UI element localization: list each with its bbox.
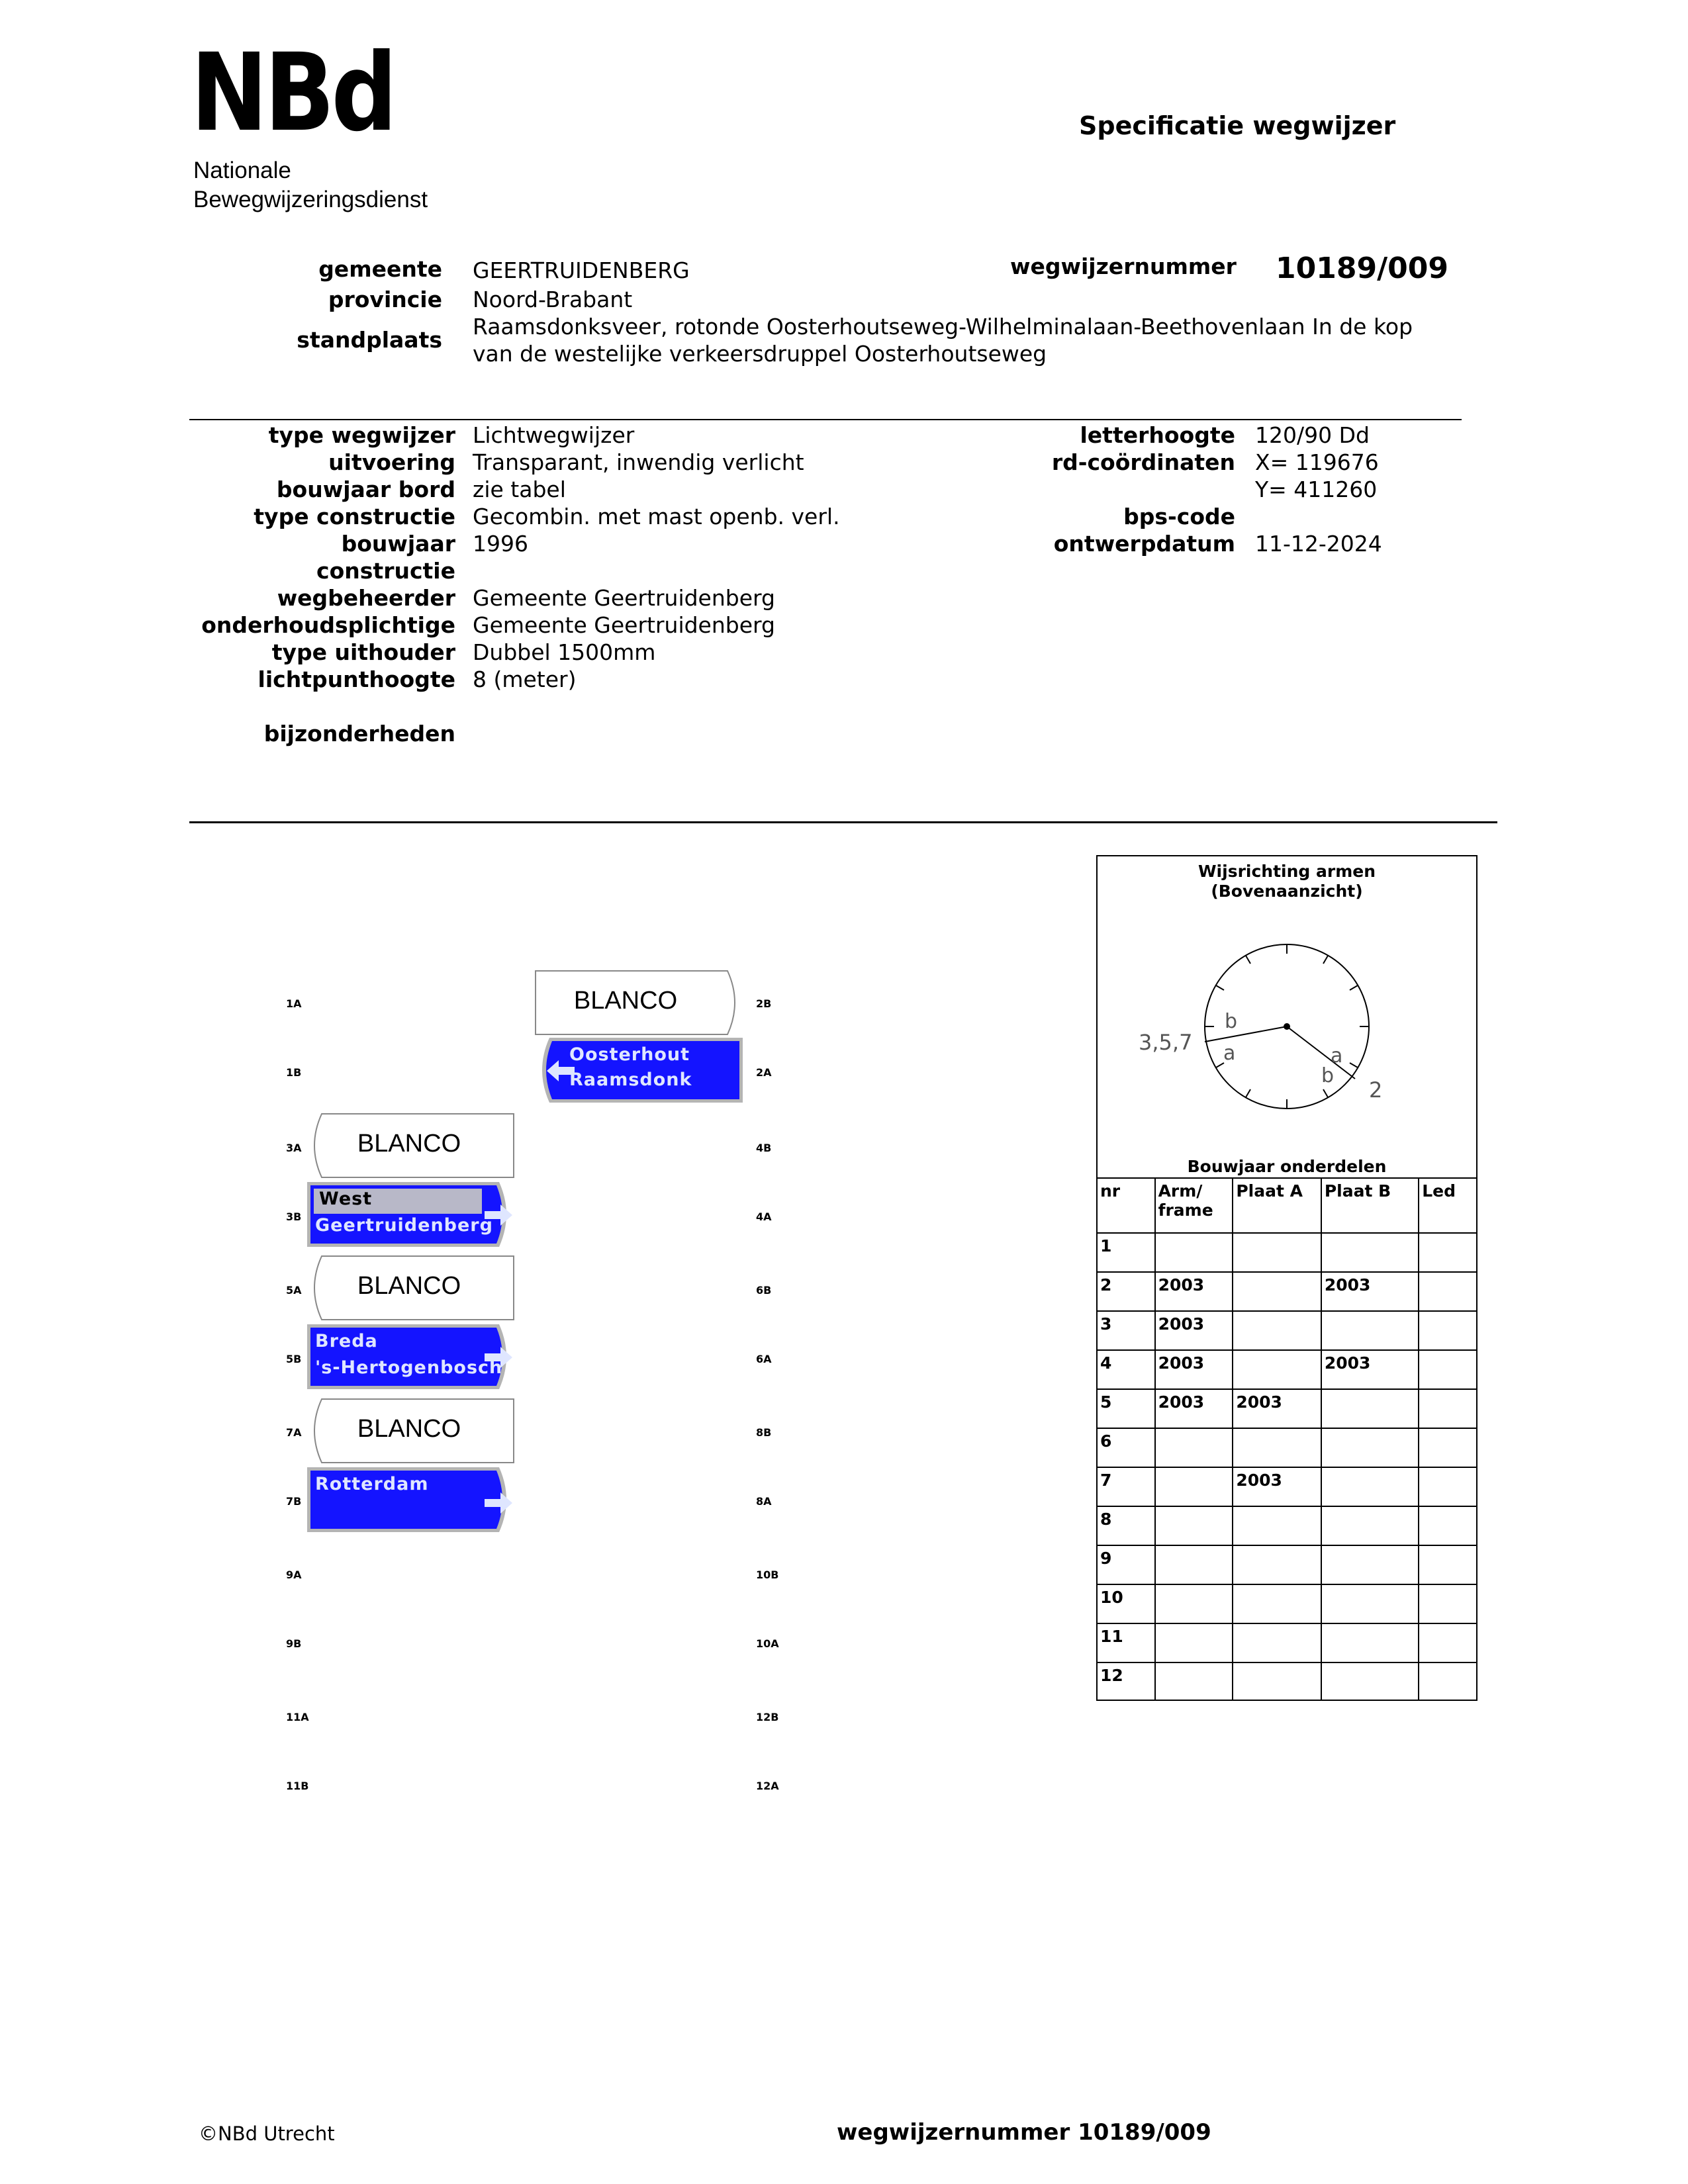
position-label: 12B [756, 1711, 779, 1723]
spec-label: type constructie [254, 504, 455, 529]
position-label: 8A [756, 1495, 772, 1508]
footer-wegwijzernummer: wegwijzernummer 10189/009 [837, 2119, 1211, 2146]
table-header-cell: Plaat A [1233, 1178, 1321, 1233]
table-cell [1321, 1428, 1419, 1467]
wijsrichting-subtitle: (Bovenaanzicht) [1211, 882, 1363, 901]
table-cell: 10 [1097, 1584, 1155, 1623]
standplaats-label: standplaats [297, 327, 442, 353]
table-cell: 2003 [1233, 1389, 1321, 1428]
table-cell [1321, 1623, 1419, 1662]
table-cell [1419, 1662, 1477, 1700]
spec-label: wegbeheerder [277, 585, 455, 611]
table-header-cell: Led [1419, 1178, 1477, 1233]
table-row [1097, 1467, 1477, 1506]
table-cell [1155, 1584, 1233, 1623]
table-cell [1419, 1584, 1477, 1623]
sign-text-line1: Breda [315, 1331, 378, 1351]
wegwijzernummer-label: wegwijzernummer [1010, 253, 1237, 279]
table-cell [1233, 1350, 1321, 1389]
compass-label-left: 3,5,7 [1139, 1030, 1193, 1055]
divider-top [189, 419, 1462, 420]
table-cell [1233, 1272, 1321, 1311]
table-cell: 2003 [1155, 1350, 1233, 1389]
table-row [1097, 1350, 1477, 1389]
table-cell [1419, 1272, 1477, 1311]
table-row [1097, 1311, 1477, 1350]
spec-label: rd-coördinaten [1051, 449, 1235, 475]
sign-text-line1: Oosterhout [569, 1044, 690, 1065]
spec-value: Gemeente Geertruidenberg [473, 585, 775, 611]
table-cell: 2003 [1155, 1272, 1233, 1311]
logo-line-1: Nationale [193, 158, 291, 183]
table-cell [1321, 1467, 1419, 1506]
table-cell: 3 [1097, 1311, 1155, 1350]
sign-text: BLANCO [357, 1130, 461, 1158]
table-cell [1419, 1428, 1477, 1467]
table-cell [1419, 1350, 1477, 1389]
table-row [1097, 1545, 1477, 1584]
compass-arm-a-left: a [1223, 1042, 1236, 1065]
table-cell [1419, 1623, 1477, 1662]
table-cell [1419, 1389, 1477, 1428]
sign-3b [306, 1181, 512, 1246]
spec-value: 11-12-2024 [1255, 531, 1382, 557]
position-label: 11A [286, 1711, 309, 1723]
table-cell: 5 [1097, 1389, 1155, 1428]
divider-bottom [189, 821, 1497, 823]
sign-text-line1: Rotterdam [315, 1474, 429, 1494]
position-label: 12A [756, 1780, 779, 1792]
spec-label: uitvoering [328, 449, 455, 475]
compass-diagram [1098, 856, 1479, 1180]
position-label: 2B [756, 997, 772, 1010]
table-cell [1321, 1311, 1419, 1350]
spec-label: type wegwijzer [268, 422, 455, 448]
position-label: 3B [286, 1210, 302, 1223]
spec-label: bouwjaar [341, 531, 455, 557]
table-cell [1419, 1545, 1477, 1584]
table-cell: 2 [1097, 1272, 1155, 1311]
position-label: 3A [286, 1142, 302, 1154]
table-cell: 2003 [1321, 1272, 1419, 1311]
table-cell [1233, 1311, 1321, 1350]
spec-label: letterhoogte [1080, 422, 1235, 448]
position-label: 5B [286, 1353, 302, 1365]
spec-label: bouwjaar bord [276, 477, 455, 502]
table-cell: 1 [1097, 1233, 1155, 1272]
table-row [1097, 1428, 1477, 1467]
bouwjaar-table [1096, 1177, 1477, 1701]
standplaats-value-1: Raamsdonksveer, rotonde Oosterhoutseweg-Wilhelminalaan-Beethovenlaan In de kop [473, 314, 1413, 340]
footer-copyright: ©NBd Utrecht [199, 2122, 335, 2145]
compass-arm-b-right: b [1321, 1064, 1335, 1087]
table-row [1097, 1233, 1477, 1272]
sign-text-line2: Geertruidenberg [315, 1215, 493, 1236]
table-cell [1321, 1662, 1419, 1700]
position-label: 7A [286, 1426, 302, 1439]
bouwjaar-title: Bouwjaar onderdelen [1187, 1157, 1387, 1176]
logo-line-2: Bewegwijzeringsdienst [193, 187, 428, 212]
spec-value: 1996 [473, 531, 528, 557]
spec-label: onderhoudsplichtige [201, 612, 455, 638]
table-cell: 2003 [1155, 1311, 1233, 1350]
table-cell [1233, 1584, 1321, 1623]
sign-text: BLANCO [573, 987, 678, 1015]
table-cell [1233, 1506, 1321, 1545]
table-cell [1155, 1467, 1233, 1506]
spec-label: bps-code [1123, 504, 1235, 529]
table-cell: 2003 [1321, 1350, 1419, 1389]
spec-value: Gemeente Geertruidenberg [473, 612, 775, 638]
table-cell [1155, 1662, 1233, 1700]
document-title: Specificatie wegwijzer [1079, 111, 1396, 140]
table-cell: 6 [1097, 1428, 1155, 1467]
position-label: 2A [756, 1066, 772, 1079]
sign-text: BLANCO [357, 1272, 461, 1300]
table-cell [1155, 1233, 1233, 1272]
sign-5a-blanco [306, 1255, 512, 1318]
table-row [1097, 1506, 1477, 1545]
arrow-right-icon [475, 1490, 515, 1516]
compass-arm-b-left: b [1225, 1010, 1238, 1033]
wijsrichting-title: Wijsrichting armen [1197, 862, 1376, 881]
spec-label: ontwerpdatum [1053, 531, 1235, 557]
table-row [1097, 1272, 1477, 1311]
table-cell: 9 [1097, 1545, 1155, 1584]
spec-label: type uithouder [271, 639, 455, 665]
spec-value: Gecombin. met mast openb. verl. [473, 504, 840, 529]
table-cell [1321, 1545, 1419, 1584]
spec-value: Dubbel 1500mm [473, 639, 656, 665]
spec-value: 8 (meter) [473, 666, 577, 692]
spec-value: 120/90 Dd [1255, 422, 1370, 448]
logo-mark: NBd [191, 31, 395, 156]
table-row [1097, 1623, 1477, 1662]
table-cell [1321, 1584, 1419, 1623]
position-label: 1A [286, 997, 302, 1010]
standplaats-value-2: van de westelijke verkeersdruppel Oosterhoutseweg [473, 341, 1047, 367]
table-cell [1419, 1506, 1477, 1545]
table-cell [1233, 1233, 1321, 1272]
position-label: 6A [756, 1353, 772, 1365]
table-cell: 2003 [1233, 1467, 1321, 1506]
position-label: 9B [286, 1637, 302, 1650]
compass-label-right: 2 [1369, 1077, 1383, 1103]
sign-7b [306, 1466, 512, 1531]
sign-5b [306, 1323, 512, 1388]
table-cell [1233, 1428, 1321, 1467]
table-header-cell: Plaat B [1321, 1178, 1419, 1233]
position-label: 4A [756, 1210, 772, 1223]
spec-value: Lichtwegwijzer [473, 422, 635, 448]
gemeente-value: GEERTRUIDENBERG [473, 257, 690, 283]
table-cell [1419, 1467, 1477, 1506]
wijsrichting-panel [1096, 855, 1477, 1179]
table-cell: 7 [1097, 1467, 1155, 1506]
table-cell [1155, 1545, 1233, 1584]
position-label: 9A [286, 1569, 302, 1581]
spec-value: Transparant, inwendig verlicht [473, 449, 804, 475]
sign-text-line1: West [319, 1189, 373, 1209]
provincie-label: provincie [328, 287, 442, 312]
position-label: 10A [756, 1637, 779, 1650]
table-header-cell: nr [1097, 1178, 1155, 1233]
table-cell [1233, 1623, 1321, 1662]
table-cell [1321, 1233, 1419, 1272]
table-header-cell: Arm/ frame [1155, 1178, 1233, 1233]
spec-value: Y= 411260 [1255, 477, 1378, 502]
position-label: 4B [756, 1142, 772, 1154]
spec-label: lichtpunthoogte [258, 666, 455, 692]
sign-text: BLANCO [357, 1415, 461, 1443]
table-cell [1419, 1311, 1477, 1350]
spec-value: X= 119676 [1255, 449, 1379, 475]
spec-label: constructie [316, 558, 455, 584]
sign-text-line2: 's-Hertogenbosch [315, 1357, 503, 1378]
table-cell [1321, 1389, 1419, 1428]
table-cell [1321, 1506, 1419, 1545]
table-cell: 11 [1097, 1623, 1155, 1662]
sign-2b-blanco [534, 970, 741, 1033]
spec-value: zie tabel [473, 477, 566, 502]
wegwijzernummer-value: 10189/009 [1276, 251, 1448, 285]
sign-2a [535, 1036, 741, 1101]
provincie-value: Noord-Brabant [473, 287, 633, 312]
table-cell [1233, 1662, 1321, 1700]
table-cell [1419, 1233, 1477, 1272]
table-header-row [1097, 1178, 1477, 1233]
sign-7a-blanco [306, 1398, 512, 1461]
table-cell [1155, 1506, 1233, 1545]
table-cell: 8 [1097, 1506, 1155, 1545]
position-label: 5A [286, 1284, 302, 1297]
gemeente-label: gemeente [318, 256, 442, 282]
bijzonderheden-label: bijzonderheden [263, 721, 455, 747]
table-row [1097, 1662, 1477, 1700]
sign-3a-blanco [306, 1113, 512, 1176]
position-label: 1B [286, 1066, 302, 1079]
table-cell [1155, 1623, 1233, 1662]
table-cell: 2003 [1155, 1389, 1233, 1428]
position-label: 7B [286, 1495, 302, 1508]
position-label: 6B [756, 1284, 772, 1297]
table-row [1097, 1584, 1477, 1623]
table-row [1097, 1389, 1477, 1428]
table-cell [1233, 1545, 1321, 1584]
position-label: 10B [756, 1569, 779, 1581]
position-label: 8B [756, 1426, 772, 1439]
table-cell: 12 [1097, 1662, 1155, 1700]
sign-text-line2: Raamsdonk [569, 1069, 692, 1090]
position-label: 11B [286, 1780, 309, 1792]
table-cell: 4 [1097, 1350, 1155, 1389]
compass-arm-a-right: a [1331, 1044, 1343, 1068]
table-cell [1155, 1428, 1233, 1467]
